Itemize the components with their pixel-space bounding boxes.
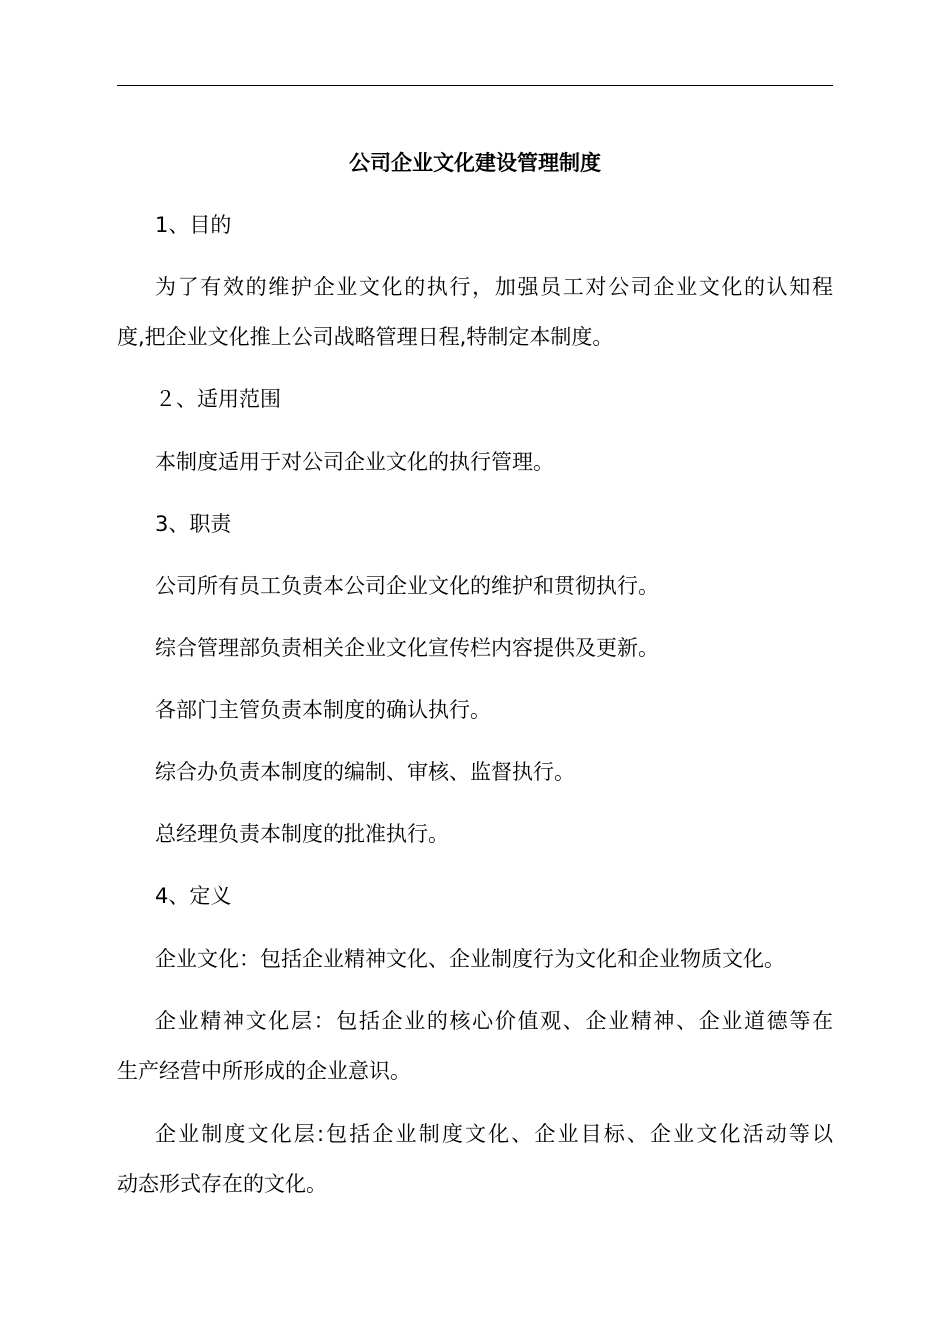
page-title: 公司企业文化建设管理制度 <box>349 151 601 175</box>
section-heading-purpose: 1、目的 <box>155 213 232 237</box>
paragraph-line: 总经理负责本制度的批准执行。 <box>155 822 449 846</box>
paragraph-line: 综合办负责本制度的编制、审核、监督执行。 <box>155 760 575 784</box>
paragraph-line: 为了有效的维护企业文化的执行，加强员工对公司企业文化的认知程 <box>155 275 833 299</box>
paragraph-line: 动态形式存在的文化。 <box>117 1172 327 1196</box>
paragraph-line: 各部门主管负责本制度的确认执行。 <box>155 698 491 722</box>
paragraph-line: 企业制度文化层:包括企业制度文化、企业目标、企业文化活动等以 <box>155 1122 833 1146</box>
paragraph-line: 生产经营中所形成的企业意识。 <box>117 1059 411 1083</box>
paragraph-line: 公司所有员工负责本公司企业文化的维护和贯彻执行。 <box>155 574 659 598</box>
paragraph-line: 综合管理部负责相关企业文化宣传栏内容提供及更新。 <box>155 636 659 660</box>
header-rule <box>117 85 833 86</box>
paragraph-line: 企业文化：包括企业精神文化、企业制度行为文化和企业物质文化。 <box>155 947 785 971</box>
section-heading-definitions: 4、定义 <box>155 884 232 908</box>
paragraph-line: 本制度适用于对公司企业文化的执行管理。 <box>155 450 554 474</box>
paragraph-line: 度,把企业文化推上公司战略管理日程,特制定本制度。 <box>117 325 614 349</box>
section-heading-scope: ２、适用范围 <box>155 387 281 411</box>
section-heading-responsibilities: 3、职责 <box>155 512 232 536</box>
paragraph-line: 企业精神文化层：包括企业的核心价值观、企业精神、企业道德等在 <box>155 1009 833 1033</box>
